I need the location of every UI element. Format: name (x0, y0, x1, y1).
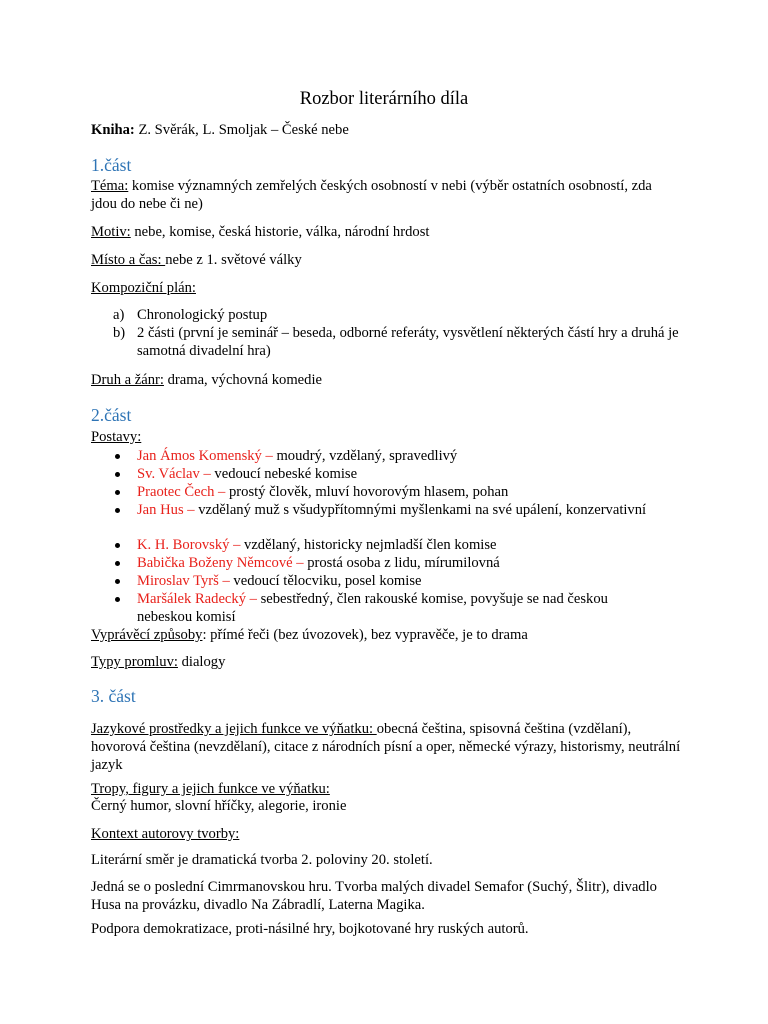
character-item (115, 554, 655, 572)
narration-line (91, 626, 681, 644)
bullet-icon (115, 579, 120, 584)
motif-value: nebe, komise, česká historie, válka, národní hrdost (130, 224, 430, 240)
motif-label: Motiv: (91, 224, 131, 240)
character-desc: vedoucí tělocviku, posel komise (229, 573, 422, 589)
part1-heading: 1.část (91, 155, 132, 175)
bullet-icon (115, 454, 120, 459)
context-paragraph-2: Jedná se o poslední Cimrmanovskou hru. Tvorba malých divadel Semafor (Suchý, Šlitr), divadlo Husa na provázku, divadlo Na Zábradlí, Laterna Magika. (91, 879, 657, 913)
character-name: Babička Boženy Němcové – (137, 555, 304, 571)
tropes-value: Černý humor, slovní hříčky, alegorie, ironie (91, 798, 347, 814)
character-item (115, 501, 655, 537)
context-paragraph-3: Podpora demokratizace, proti-násilné hry, bojkotované hry ruských autorů. (91, 921, 529, 937)
tropes-label-line (91, 780, 681, 798)
motif-line (91, 223, 681, 241)
narration-label: Vyprávěcí způsoby (91, 627, 203, 643)
plan-item-text: 2 části (první je seminář – beseda, odborné referáty, vysvětlení některých částí hry a druhá je samotná divadelní hra) (137, 325, 679, 359)
language-label: Jazykové prostředky a jejich funkce ve výňatku: (91, 721, 377, 737)
characters-label: Postavy: (91, 429, 142, 445)
plan-item-text: Chronologický postup (137, 307, 268, 323)
bullet-icon (115, 597, 120, 602)
language-paragraph (91, 720, 681, 774)
composition-plan-label: Kompoziční plán: (91, 280, 196, 296)
genre-line (91, 371, 681, 389)
plan-item (113, 306, 683, 324)
character-name: Jan Ámos Komenský – (137, 448, 273, 464)
document-title: Rozbor literárního díla (299, 89, 469, 109)
character-name: K. H. Borovský – (137, 537, 241, 553)
character-item (115, 483, 655, 501)
plan-item (113, 324, 683, 360)
composition-plan-line (91, 279, 681, 297)
character-desc: prostá osoba z lidu, mírumilovná (303, 555, 500, 571)
context-line (91, 825, 681, 843)
part3-heading: 3. část (91, 686, 136, 706)
plan-item-marker: a) (113, 307, 125, 323)
place-time-value: nebe z 1. světové války (165, 252, 302, 268)
character-item (115, 465, 655, 483)
language-value: obecná čeština, spisovná čeština (vzdělaní), hovorová čeština (nevzdělaní), citace z národních písní a oper, německé výrazy, historismy, neutrální jazyk (91, 721, 681, 773)
speech-types-label: Typy promluv: (91, 654, 178, 670)
character-item (115, 572, 655, 590)
context-label: Kontext autorovy tvorby: (91, 826, 240, 842)
tropes-label: Tropy, figury a jejich funkce ve výňatku: (91, 781, 330, 797)
context-paragraph-1: Literární směr je dramatická tvorba 2. poloviny 20. století. (91, 852, 433, 868)
speech-types-line (91, 653, 681, 671)
book-line (91, 121, 681, 139)
plan-item-marker: b) (113, 325, 126, 341)
character-name: Sv. Václav – (137, 466, 211, 482)
part2-heading: 2.část (91, 405, 132, 425)
bullet-icon (115, 472, 120, 477)
theme-paragraph (91, 177, 681, 213)
place-time-line (91, 251, 681, 269)
bullet-icon (115, 543, 120, 548)
character-name: Jan Hus – (137, 502, 195, 518)
bullet-icon (115, 561, 120, 566)
character-name: Maršálek Radecký – (137, 591, 257, 607)
character-name: Miroslav Tyrš – (137, 573, 230, 589)
genre-value: drama, výchovná komedie (163, 372, 322, 388)
bullet-icon (115, 508, 120, 513)
bullet-icon (115, 490, 120, 495)
book-value: Z. Svěrák, L. Smoljak – České nebe (134, 122, 349, 138)
book-label: Kniha: (91, 122, 135, 138)
character-item (115, 590, 655, 626)
genre-label: Druh a žánr: (91, 372, 164, 388)
character-desc: sebestředný, člen rakouské komise, povyšuje se nad českou nebeskou komisí (137, 591, 608, 625)
character-desc: vzdělaný, historicky nejmladší člen komise (240, 537, 497, 553)
character-name: Praotec Čech – (137, 484, 226, 500)
character-item (115, 447, 655, 465)
character-desc: prostý člověk, mluví hovorovým hlasem, pohan (225, 484, 509, 500)
character-item (115, 536, 655, 554)
speech-types-value: dialogy (177, 654, 226, 670)
characters-line (91, 428, 681, 446)
character-desc: vedoucí nebeské komise (210, 466, 358, 482)
narration-value: : přímé řeči (bez úvozovek), bez vypravěče, je to drama (202, 627, 528, 643)
theme-label: Téma: (91, 178, 129, 194)
character-desc: moudrý, vzdělaný, spravedlivý (272, 448, 458, 464)
theme-value: komise významných zemřelých českých osobností v nebi (výběr ostatních osobností, zda jdou do nebe či ne) (91, 178, 652, 212)
place-time-label: Místo a čas: (91, 252, 166, 268)
character-desc: vzdělaný muž s všudypřítomnými myšlenkami na své upálení, konzervativní (194, 502, 647, 518)
